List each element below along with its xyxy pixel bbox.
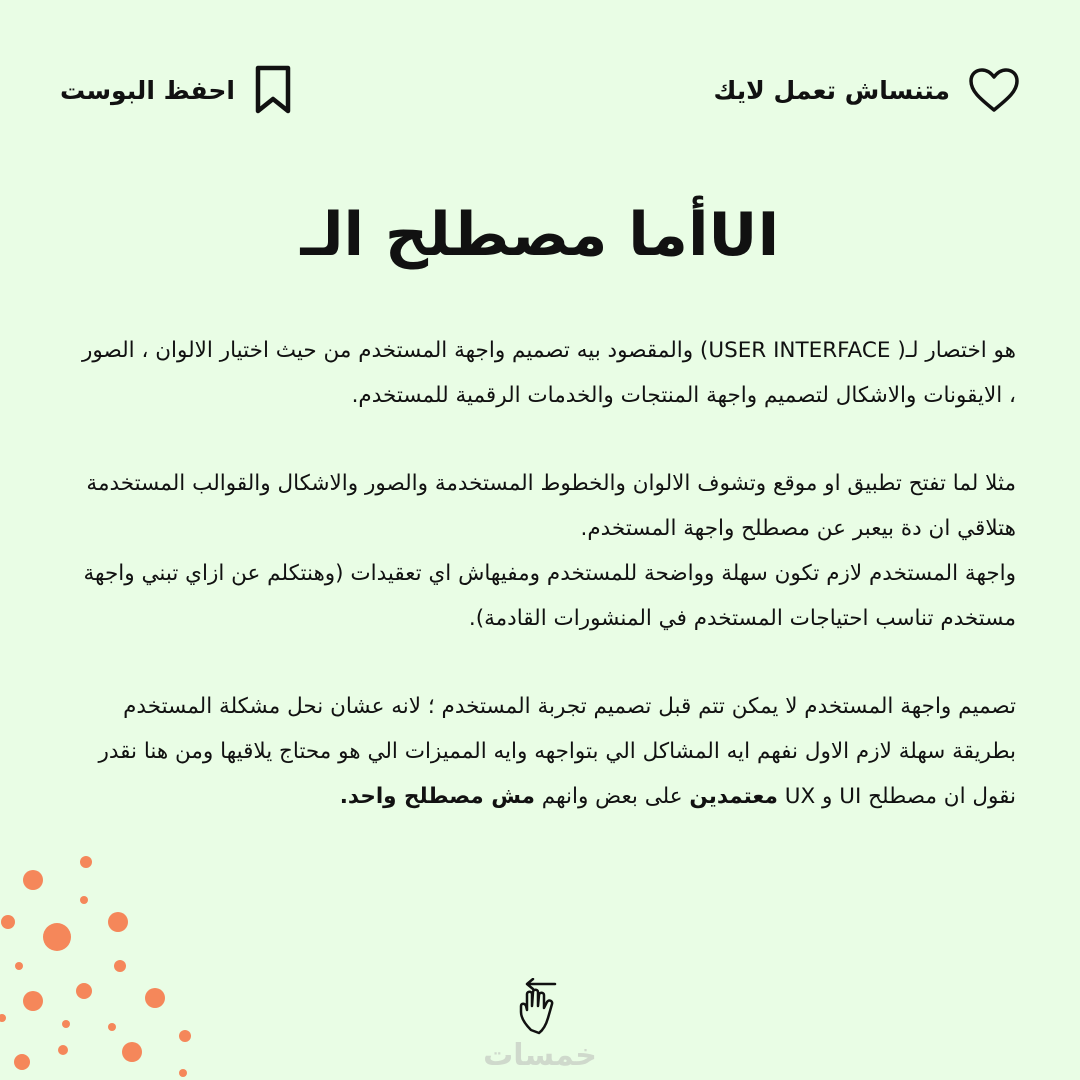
page-title: أما مصطلح الـUI [300, 200, 780, 270]
bookmark-icon [253, 65, 293, 115]
paragraph-requirements: واجهة المستخدم لازم تكون سهلة وواضحة للمستخدم ومفيهاش اي تعقيدات (وهنتكلم عن ازاي تبني واجهة مستخدم تناسب احتياجات المستخدم في المنشورات القادمة). [83, 561, 1016, 631]
relation-text-2: على بعض وانهم [534, 784, 690, 809]
relation-text-1: تصميم واجهة المستخدم لا يمكن تتم قبل تصميم تجربة المستخدم ؛ لانه عشان نحل مشكلة المستخدم بطريقة سهلة لازم الاول نفهم ايه المشاكل الي بتواجهه وايه المميزات الي هو محتاج يلاقيها ومن هنا نقدر نقول ان مصطلح UI و UX [98, 694, 1016, 809]
top-bar [60, 58, 1020, 122]
swipe-hand-icon [515, 978, 565, 1036]
save-post-label: احفظ البوست [60, 75, 235, 105]
like-label: متنساش تعمل لايك [713, 75, 950, 105]
brand-logo-text: خمسات [483, 1038, 597, 1073]
paragraph-definition: هو اختصار لـ( USER INTERFACE) والمقصود بيه تصميم واجهة المستخدم من حيث اختيار الالوان ، الصور ، الايقونات والاشكال لتصميم واجهة المنتجات والخدمات الرقمية للمستخدم. [81, 338, 1016, 408]
footer-logo [470, 978, 610, 1073]
post-body [70, 328, 1016, 862]
save-post-button[interactable] [60, 65, 293, 115]
relation-bold-2: مش مصطلح واحد. [339, 784, 535, 809]
paragraph-ui-ux-relation [70, 684, 1016, 819]
decorative-dots [0, 840, 200, 1080]
relation-bold-1: معتمدين [689, 784, 778, 809]
heart-icon [968, 67, 1020, 113]
paragraph-example: مثلا لما تفتح تطبيق او موقع وتشوف الالوان والخطوط المستخدمة والصور والاشكال والقوالب المستخدمة هتلاقي ان دة بيعبر عن مصطلح واجهة المستخدم. [86, 471, 1016, 541]
like-button[interactable] [714, 67, 1020, 113]
